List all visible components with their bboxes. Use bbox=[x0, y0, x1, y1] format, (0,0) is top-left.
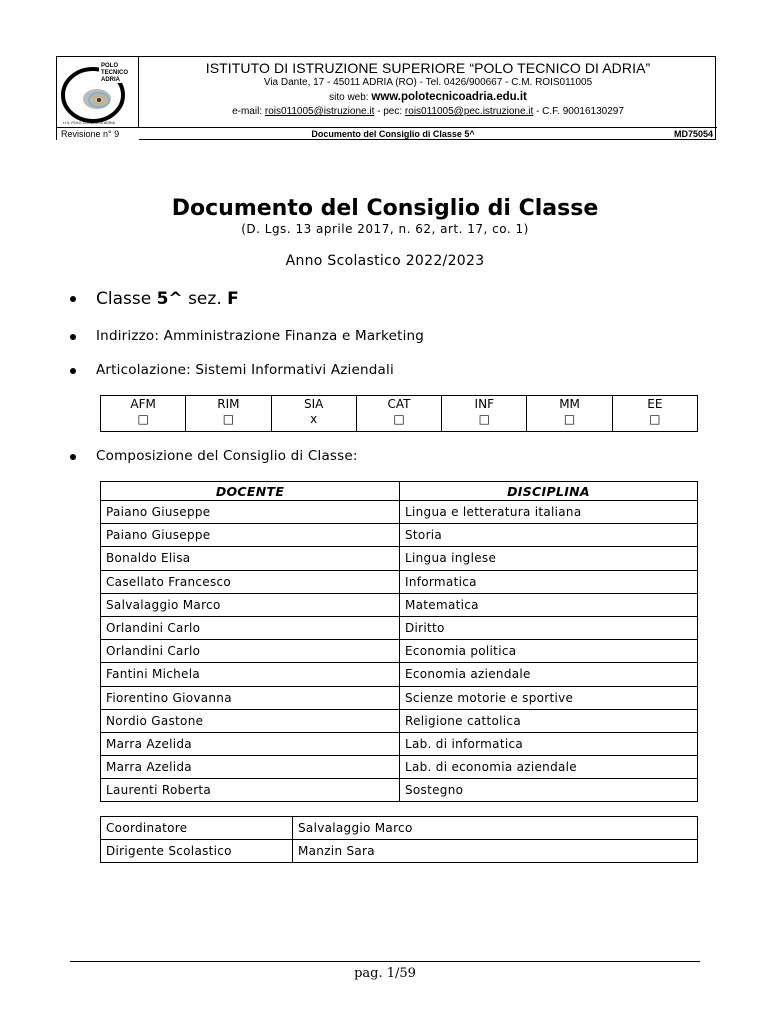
classe-value: 5^ bbox=[156, 289, 183, 309]
indirizzo-cell-sia bbox=[271, 396, 356, 432]
indirizzo-cell-mm bbox=[527, 396, 612, 432]
disciplina-cell: Economia politica bbox=[400, 640, 698, 663]
indirizzo-code: MM bbox=[559, 397, 580, 411]
indirizzo-code: RIM bbox=[217, 397, 240, 411]
ruoli-table bbox=[100, 816, 698, 863]
docente-cell: Paiano Giuseppe bbox=[101, 501, 400, 524]
docente-cell: Salvalaggio Marco bbox=[101, 593, 400, 616]
institute-website-line bbox=[139, 90, 717, 105]
table-row bbox=[101, 840, 698, 863]
docente-cell: Marra Azelida bbox=[101, 756, 400, 779]
disciplina-cell: Economia aziendale bbox=[400, 663, 698, 686]
classe-label: Classe bbox=[96, 289, 152, 309]
table-row bbox=[101, 616, 698, 639]
classe-text bbox=[96, 289, 239, 309]
institute-contacts-line bbox=[139, 105, 717, 119]
email-label: e-mail: bbox=[232, 106, 263, 117]
pec-link[interactable]: rois011005@pec.istruzione.it bbox=[404, 106, 534, 117]
disciplina-cell: Matematica bbox=[400, 593, 698, 616]
disciplina-cell: Religione cattolica bbox=[400, 709, 698, 732]
website-label: sito web: bbox=[329, 92, 369, 103]
footer-divider bbox=[70, 961, 700, 962]
revision-label: Revisione n° 9 bbox=[57, 127, 139, 141]
indirizzo-code: INF bbox=[474, 397, 494, 411]
consiglio-table-body bbox=[101, 501, 698, 802]
logo-caption: I.I.S. POLO TECNICO DI ADRIA bbox=[63, 121, 115, 125]
ruolo-cell: Dirigente Scolastico bbox=[101, 840, 293, 863]
header-doc-code: MD75054 bbox=[673, 129, 713, 139]
document-header bbox=[56, 56, 716, 140]
articolazione-text: Articolazione: Sistemi Informativi Aziendali bbox=[96, 362, 394, 378]
docente-cell: Fantini Michela bbox=[101, 663, 400, 686]
indirizzo-mark: □ bbox=[222, 412, 235, 426]
docente-cell: Fiorentino Giovanna bbox=[101, 686, 400, 709]
docente-cell: Paiano Giuseppe bbox=[101, 524, 400, 547]
pec-label: - pec: bbox=[377, 106, 403, 117]
institute-address: Via Dante, 17 - 45011 ADRIA (RO) - Tel. 0426/900667 - C.M. ROIS011005 bbox=[263, 77, 593, 88]
indirizzo-mark: □ bbox=[137, 412, 149, 426]
docente-cell: Orlandini Carlo bbox=[101, 640, 400, 663]
disciplina-cell: Lab. di economia aziendale bbox=[400, 756, 698, 779]
disciplina-cell: Lingua e letteratura italiana bbox=[400, 501, 698, 524]
indirizzo-mark: □ bbox=[393, 412, 405, 426]
bullet-icon bbox=[70, 454, 76, 460]
table-row bbox=[101, 817, 698, 840]
composizione-text: Composizione del Consiglio di Classe: bbox=[96, 448, 358, 464]
table-row bbox=[101, 732, 698, 755]
school-year: Anno Scolastico 2022/2023 bbox=[285, 253, 485, 269]
disciplina-cell: Scienze motorie e sportive bbox=[400, 686, 698, 709]
table-row bbox=[101, 686, 698, 709]
docente-cell: Nordio Gastone bbox=[101, 709, 400, 732]
disciplina-cell: Storia bbox=[400, 524, 698, 547]
logo-text-3: ADRIA bbox=[101, 77, 120, 83]
nome-cell: Salvalaggio Marco bbox=[293, 817, 698, 840]
indirizzo-cell-ee bbox=[612, 396, 697, 432]
email-link[interactable]: rois011005@istruzione.it bbox=[264, 106, 375, 117]
table-row bbox=[101, 756, 698, 779]
polo-tecnico-logo-icon bbox=[59, 59, 137, 125]
header-disciplina: DISCIPLINA bbox=[400, 482, 698, 501]
disciplina-cell: Lab. di informatica bbox=[400, 732, 698, 755]
disciplina-cell: Diritto bbox=[400, 616, 698, 639]
indirizzo-code: CAT bbox=[387, 397, 411, 411]
table-row bbox=[101, 593, 698, 616]
indirizzo-code: AFM bbox=[130, 397, 156, 411]
bullet-icon bbox=[70, 368, 76, 374]
institute-title: ISTITUTO DI ISTRUZIONE SUPERIORE “POLO TECNICO DI ADRIA” bbox=[205, 60, 651, 76]
document-title: Documento del Consiglio di Classe bbox=[171, 196, 599, 221]
disciplina-cell: Lingua inglese bbox=[400, 547, 698, 570]
table-row bbox=[101, 547, 698, 570]
docente-cell: Orlandini Carlo bbox=[101, 616, 400, 639]
indirizzo-cell-inf bbox=[442, 396, 527, 432]
sez-label: sez. bbox=[188, 289, 222, 309]
indirizzo-code: EE bbox=[647, 397, 663, 411]
page-number: pag. 1/59 bbox=[354, 966, 416, 981]
indirizzo-cell-rim bbox=[186, 396, 271, 432]
docente-cell: Laurenti Roberta bbox=[101, 779, 400, 802]
header-doc-row bbox=[139, 127, 717, 141]
website-url[interactable]: www.polotecnicoadria.edu.it bbox=[371, 91, 527, 103]
codice-fiscale: - C.F. 90016130297 bbox=[536, 106, 624, 117]
table-row bbox=[101, 663, 698, 686]
table-row bbox=[101, 524, 698, 547]
indirizzi-table bbox=[100, 395, 698, 432]
docente-cell: Bonaldo Elisa bbox=[101, 547, 400, 570]
consiglio-table bbox=[100, 481, 698, 802]
table-row bbox=[101, 501, 698, 524]
header-doc-label: Documento del Consiglio di Classe 5^ bbox=[311, 129, 475, 139]
table-row bbox=[101, 570, 698, 593]
table-row bbox=[101, 640, 698, 663]
indirizzo-cell-cat bbox=[356, 396, 441, 432]
indirizzo-mark: □ bbox=[478, 412, 490, 426]
bullet-icon bbox=[70, 296, 76, 302]
bullet-icon bbox=[70, 334, 76, 340]
indirizzo-mark: □ bbox=[563, 412, 576, 426]
indirizzo-mark: x bbox=[310, 412, 318, 426]
ruolo-cell: Coordinatore bbox=[101, 817, 293, 840]
disciplina-cell: Sostegno bbox=[400, 779, 698, 802]
docente-cell: Casellato Francesco bbox=[101, 570, 400, 593]
indirizzo-code: SIA bbox=[304, 397, 324, 411]
indirizzo-cell-afm bbox=[101, 396, 186, 432]
docente-cell: Marra Azelida bbox=[101, 732, 400, 755]
table-row bbox=[101, 709, 698, 732]
header-docente: DOCENTE bbox=[101, 482, 400, 501]
logo-text-2: TECNICO bbox=[101, 70, 128, 76]
sez-value: F bbox=[227, 289, 239, 309]
logo-text-1: POLO bbox=[101, 63, 119, 69]
table-row bbox=[101, 779, 698, 802]
disciplina-cell: Informatica bbox=[400, 570, 698, 593]
document-subtitle: (D. Lgs. 13 aprile 2017, n. 62, art. 17, co. 1) bbox=[241, 222, 529, 236]
indirizzo-text: Indirizzo: Amministrazione Finanza e Marketing bbox=[96, 328, 425, 344]
indirizzo-mark: □ bbox=[649, 412, 661, 426]
header-info bbox=[139, 57, 717, 127]
ruoli-table-body bbox=[101, 817, 698, 863]
nome-cell: Manzin Sara bbox=[293, 840, 698, 863]
